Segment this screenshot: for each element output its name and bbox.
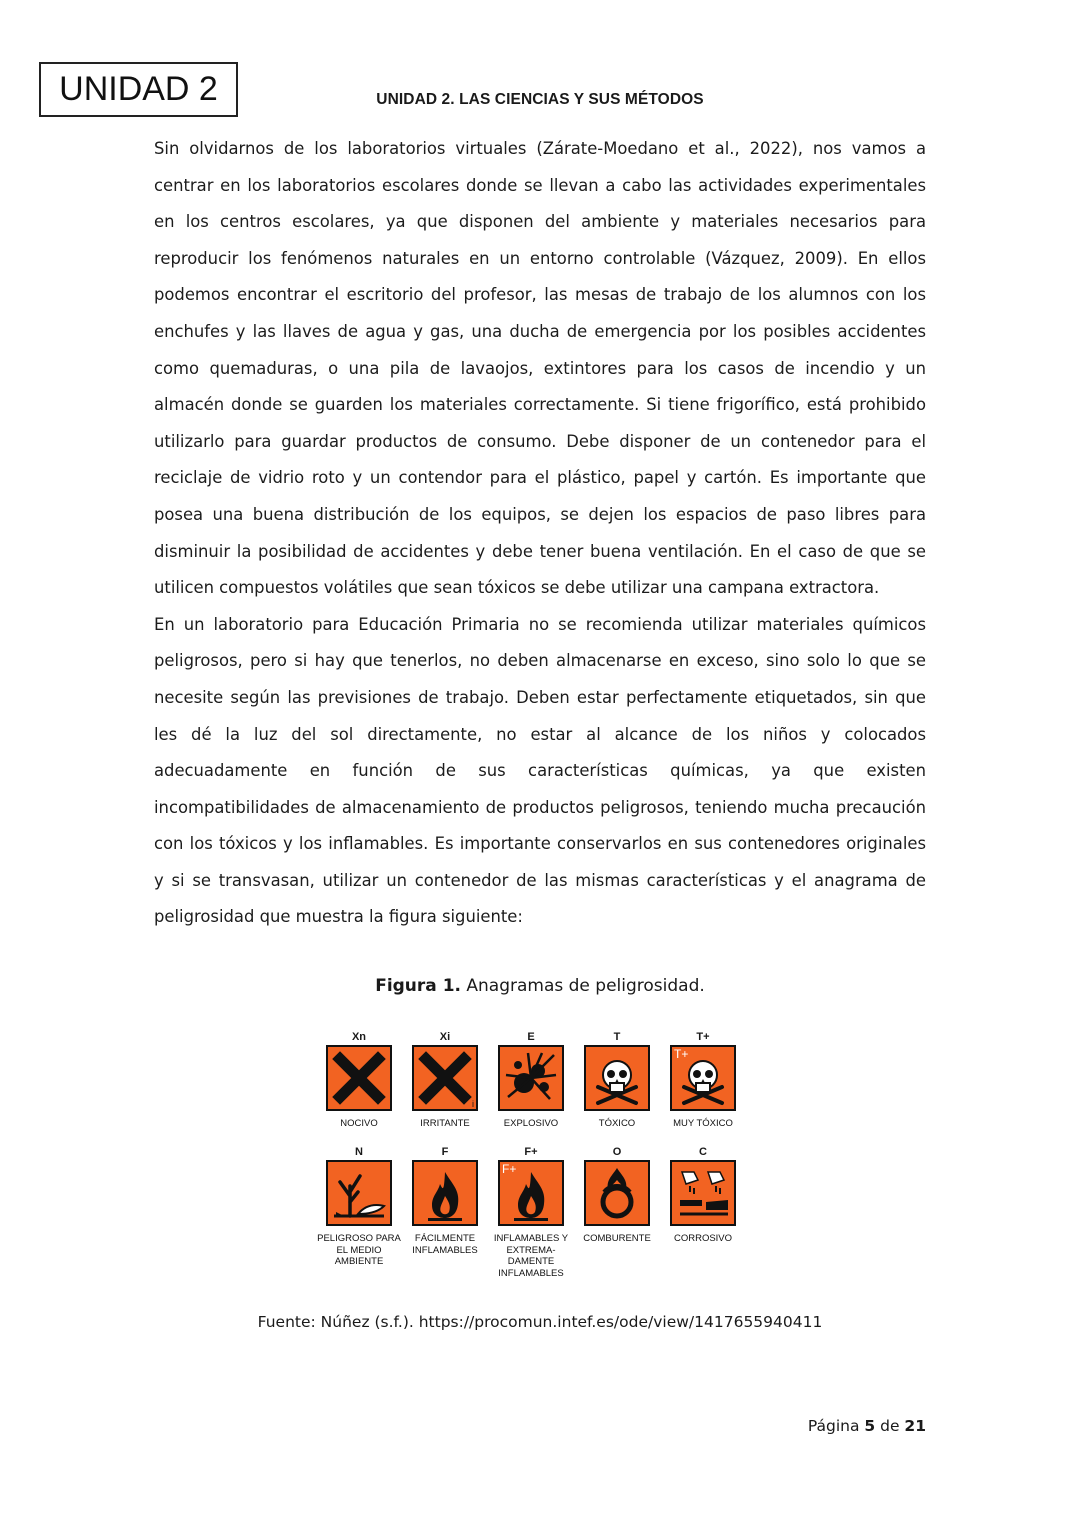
figure-source: Fuente: Núñez (s.f.). https://procomun.intef.es/ode/view/1417655940411	[257, 1313, 823, 1331]
hazard-symbol	[402, 1030, 488, 1130]
hazard-name: COMBURENTE	[583, 1233, 651, 1244]
body-text	[154, 131, 926, 936]
explosion-icon	[498, 1045, 564, 1111]
page-separator: de	[875, 1417, 905, 1435]
hazard-name: NOCIVO	[340, 1118, 378, 1129]
hazard-name: INFLAMABLES Y EXTREMA- DAMENTE INFLAMABLES	[493, 1233, 569, 1279]
flame-over-circle-icon	[584, 1160, 650, 1226]
hazard-name: PELIGROSO PARA EL MEDIO AMBIENTE	[317, 1233, 401, 1267]
hazard-name: IRRITANTE	[420, 1118, 470, 1129]
hazard-name: TÓXICO	[598, 1118, 636, 1129]
hazard-symbol	[488, 1030, 574, 1130]
hazard-name: MUY TÓXICO	[673, 1118, 733, 1129]
hazard-code: O	[612, 1146, 622, 1158]
hazard-code: F	[441, 1146, 449, 1158]
cross-icon	[412, 1045, 478, 1111]
corner-code: F+	[502, 1162, 517, 1176]
figure-label: Figura 1.	[375, 976, 461, 996]
figure-caption-text: Anagramas de peligrosidad.	[460, 976, 705, 996]
irritant-mark: i	[472, 1099, 474, 1109]
hazard-code: E	[527, 1031, 535, 1043]
hazard-code: Xn	[351, 1031, 367, 1043]
hazard-name: CORROSIVO	[673, 1233, 733, 1244]
hazard-symbol	[574, 1145, 660, 1245]
paragraph: En un laboratorio para Educación Primaria no se recomienda utilizar materiales químicos peligrosos, pero si hay que tenerlos, no deben almacenarse en exceso, sino solo lo que se necesite según las previsiones de trabajo. Deben estar perfectamente etiquetados, sin que les dé la luz del sol directamente, no estar al alcance de los niños y colocados adecuadamente en función de sus características químicas, ya que existen incompatibilidades de almacenamiento de productos peligrosos, teniendo mucha precaución con los tóxicos y los inflamables. Es importante conservarlos en sus contenedores originales y si se transvasan, utilizar un contenedor de las mismas características y el anagrama de peligrosidad que muestra la figura siguiente:	[154, 614, 926, 927]
hazard-code: T+	[696, 1031, 710, 1043]
page-current: 5	[864, 1417, 876, 1435]
hazard-name: FÁCILMENTE INFLAMABLES	[412, 1233, 478, 1256]
hazard-code: N	[355, 1146, 363, 1158]
cross-icon	[326, 1045, 392, 1111]
hazard-code: C	[699, 1146, 707, 1158]
skull-icon	[584, 1045, 650, 1111]
flame-icon	[412, 1160, 478, 1226]
unit-label: UNIDAD 2	[59, 70, 218, 108]
figure-caption	[0, 976, 1080, 996]
page-header-title: UNIDAD 2. LAS CIENCIAS Y SUS MÉTODOS	[376, 91, 704, 108]
hazard-symbol	[574, 1030, 660, 1130]
page-number	[808, 1417, 926, 1435]
environment-icon	[326, 1160, 392, 1226]
hazard-symbol	[316, 1145, 402, 1268]
skull-icon	[670, 1045, 736, 1111]
hazard-symbol	[316, 1030, 402, 1130]
hazard-symbol	[488, 1145, 574, 1279]
paragraph: Sin olvidarnos de los laboratorios virtuales (Zárate-Moedano et al., 2022), nos vamos a centrar en los laboratorios escolares donde se llevan a cabo las actividades experimentales en los centros escolares, ya que disponen del ambiente y materiales necesarios para reproducir los fenómenos naturales en un entorno controlable (Vázquez, 2009). En ellos podemos encontrar el escritorio del profesor, las mesas de trabajo de los alumnos con los enchufes y las llaves de agua y gas, una ducha de emergencia por los posibles accidentes como quemaduras, o una pila de lavaojos, extintores para los casos de incendio y un almacén donde se guarden los materiales correctamente. Si tiene frigorífico, está prohibido utilizarlo para guardar productos de consumo. Debe disponer de un contenedor para el reciclaje de vidrio roto y un contendor para el plástico, papel y cartón. Es importante que posea una buena distribución de los equipos, se dejen los espacios de paso libres para disminuir la posibilidad de accidentes y debe tener buena ventilación. En el caso de que se utilicen compuestos volátiles que sean tóxicos se debe utilizar una campana extractora.	[154, 139, 926, 598]
flame-icon	[498, 1160, 564, 1226]
hazard-code: Xi	[439, 1031, 451, 1043]
hazard-symbol	[660, 1145, 746, 1245]
hazard-code: T	[613, 1031, 621, 1043]
hazard-name: EXPLOSIVO	[503, 1118, 559, 1129]
hazard-symbol	[660, 1030, 746, 1130]
hazard-symbol	[402, 1145, 488, 1256]
corrosion-icon	[670, 1160, 736, 1226]
hazard-code: F+	[524, 1146, 538, 1158]
page-total: 21	[904, 1417, 926, 1435]
corner-code: T+	[674, 1047, 689, 1061]
page-prefix: Página	[807, 1417, 865, 1435]
